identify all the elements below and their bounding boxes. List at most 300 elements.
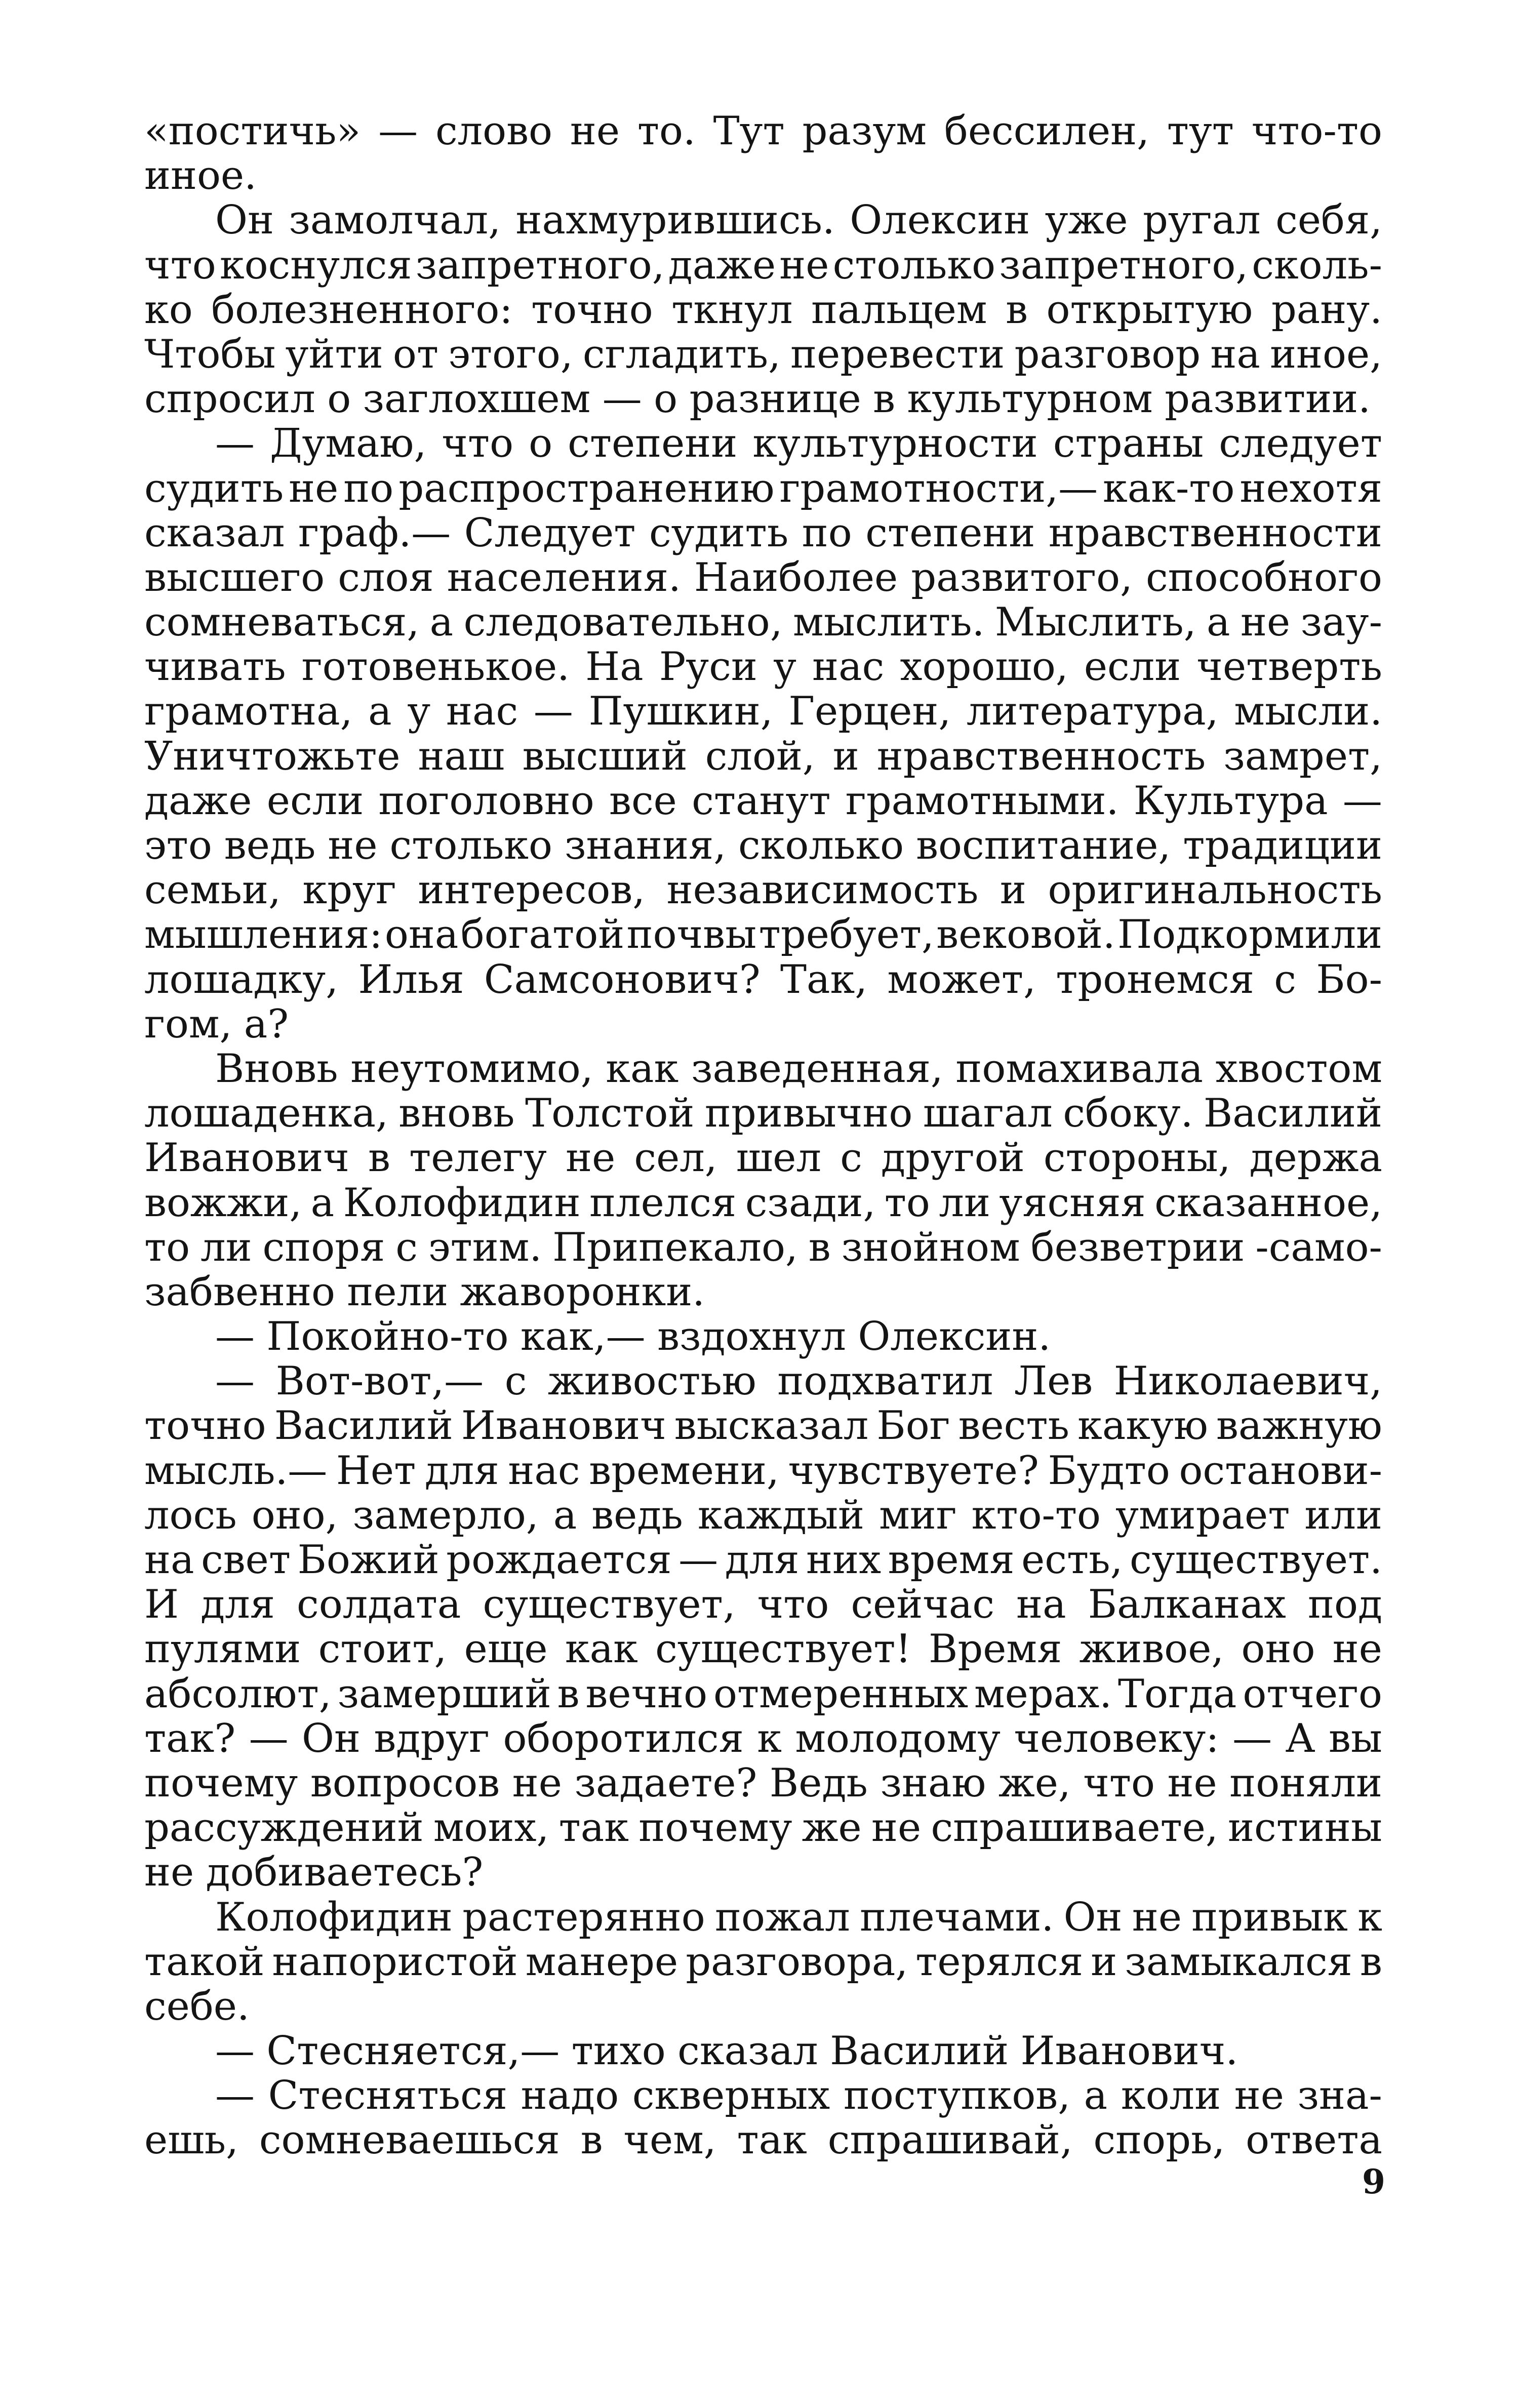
word: привык — [1191, 1894, 1348, 1940]
page-number: 9 — [1362, 2162, 1385, 2201]
word: а — [553, 1492, 577, 1538]
word: ответа — [1246, 2117, 1382, 2163]
word: не — [871, 1805, 922, 1851]
word: вопросов — [310, 1760, 500, 1806]
text-line — [144, 823, 1382, 868]
word: поняли — [1229, 1760, 1382, 1806]
word: развитого, — [911, 554, 1133, 600]
word: столько — [832, 242, 996, 288]
word: зна- — [1297, 2073, 1382, 2119]
word: замыкался — [1125, 1939, 1352, 1985]
word: мыслить. — [793, 599, 985, 646]
word: замерло, — [352, 1492, 539, 1538]
word: не — [328, 823, 378, 868]
word: хвостом — [1215, 1046, 1382, 1092]
word: как — [606, 1046, 679, 1092]
word: станут — [692, 778, 831, 824]
word: то — [144, 1224, 190, 1270]
word: помахивала — [955, 1046, 1203, 1092]
word: останови- — [1179, 1448, 1382, 1494]
word: Будто — [1048, 1448, 1170, 1494]
word: следует — [1219, 421, 1382, 467]
word: время — [888, 1537, 1015, 1583]
word: Бо- — [1316, 956, 1382, 1002]
text-line — [144, 1761, 1382, 1805]
word: Олексин — [850, 197, 1030, 244]
word: уйти — [285, 331, 383, 377]
word: нравственности — [1048, 510, 1382, 556]
word: это — [144, 823, 212, 868]
word: существует! — [655, 1626, 911, 1672]
word: Уничтожьте — [144, 733, 401, 779]
word: грамотными. — [845, 778, 1119, 824]
word: Припекало, — [552, 1224, 798, 1270]
word: что — [757, 1582, 829, 1628]
word: ли — [939, 1180, 990, 1226]
word: А — [1285, 1715, 1315, 1761]
text-line — [144, 288, 1382, 332]
word: отмеренных — [713, 1671, 969, 1717]
word: почему — [638, 1805, 792, 1851]
word: Иванович. — [1020, 2028, 1238, 2074]
word: Стесняется,— — [266, 2028, 560, 2074]
word: разнице — [689, 376, 861, 422]
word: о — [327, 376, 351, 422]
word: ткнул — [671, 287, 793, 333]
word: Следует — [464, 510, 636, 556]
word: нас — [446, 689, 518, 735]
text-line — [144, 466, 1382, 511]
word: населения. — [447, 554, 681, 600]
word: с — [1274, 956, 1296, 1002]
text-line — [144, 2118, 1382, 2162]
word: этим. — [428, 1224, 542, 1270]
word: нас — [812, 644, 885, 690]
word: — — [215, 2073, 255, 2119]
word: другой — [881, 1135, 1025, 1181]
word: перевести — [790, 331, 1005, 377]
text-line — [144, 1270, 1382, 1314]
word: хорошо, — [900, 644, 1068, 690]
word: Самсонович? — [484, 956, 761, 1002]
text-line — [144, 377, 1382, 421]
text-line — [144, 109, 1382, 153]
word: какую — [1077, 1403, 1208, 1449]
word: Он — [215, 197, 274, 244]
word: ведь — [591, 1492, 683, 1538]
word: она — [384, 912, 459, 958]
word: вечно — [585, 1671, 708, 1717]
word: запретного, — [415, 242, 665, 288]
text-line — [144, 868, 1382, 912]
word: нехотя — [1240, 465, 1382, 511]
word: что — [1083, 1760, 1155, 1806]
word: сомневаешься — [259, 2117, 560, 2163]
word: даже — [668, 242, 776, 288]
word: как,— — [520, 1314, 646, 1360]
text-line — [144, 1493, 1382, 1538]
word: плечами. — [860, 1894, 1054, 1940]
word: Стесняться — [268, 2073, 508, 2119]
word: точно — [531, 287, 653, 333]
text-line — [144, 912, 1382, 957]
word: для — [201, 1582, 275, 1628]
word: надо — [521, 2073, 619, 2119]
word: человеку: — [1014, 1715, 1219, 1761]
word: то — [884, 1180, 930, 1226]
word: а? — [244, 1001, 289, 1047]
word: если — [266, 778, 364, 824]
word: разум — [802, 108, 927, 154]
word: существует. — [1129, 1537, 1382, 1583]
word: каждый — [697, 1492, 865, 1538]
word: телегу — [409, 1135, 547, 1181]
text-line — [144, 1895, 1382, 1940]
word: оно, — [251, 1492, 338, 1538]
word: культурном — [907, 376, 1153, 422]
word: а — [429, 599, 454, 646]
word: Он — [1063, 1894, 1123, 1940]
text-line — [144, 421, 1382, 466]
word: же, — [998, 1760, 1071, 1806]
word: точно — [144, 1403, 266, 1449]
text-line — [144, 332, 1382, 377]
word: ругал — [1142, 197, 1261, 244]
word: привычно — [704, 1091, 913, 1137]
word: что — [144, 242, 216, 288]
word: пели — [347, 1269, 449, 1315]
word: как-то — [1103, 465, 1235, 511]
word: неутомимо, — [350, 1046, 593, 1092]
word: этого, — [448, 331, 573, 377]
word: на — [1210, 331, 1260, 377]
word: культурности — [752, 421, 1038, 467]
word: еще — [464, 1626, 548, 1672]
word: держа — [1249, 1135, 1382, 1181]
word: спрашивай, — [827, 2117, 1073, 2163]
word: не — [1332, 1626, 1382, 1672]
word: зау- — [1300, 599, 1382, 646]
word: болезненного: — [211, 287, 513, 333]
word: нравственность — [876, 733, 1206, 779]
word: шагал — [923, 1091, 1053, 1137]
word: не — [779, 242, 829, 288]
word: нахмурившись. — [515, 197, 835, 244]
word: сел, — [634, 1135, 717, 1181]
word: так — [558, 1805, 629, 1851]
word: Василий — [274, 1403, 453, 1449]
word: мышления: — [144, 912, 383, 958]
word: сомневаться, — [144, 599, 420, 646]
word: пальцем — [811, 287, 987, 333]
text-line — [144, 1672, 1382, 1716]
word: стороны, — [1043, 1135, 1231, 1181]
word: Балканах — [1088, 1582, 1286, 1628]
word: гом, — [144, 1001, 232, 1047]
text-line — [144, 243, 1382, 288]
word: сколь- — [1252, 242, 1382, 288]
word: по — [343, 465, 394, 511]
word: молодому — [795, 1715, 1001, 1761]
word: шел — [736, 1135, 822, 1181]
word: живое, — [1079, 1626, 1224, 1672]
word: четверть — [1196, 644, 1382, 690]
word: миг — [879, 1492, 957, 1538]
word: вздохнул — [657, 1314, 846, 1360]
word: -само- — [1255, 1224, 1382, 1270]
word: солдата — [297, 1582, 461, 1628]
word: страны — [1053, 421, 1204, 467]
text-line — [144, 2073, 1382, 2118]
word: Покойно-то — [266, 1314, 509, 1360]
word: себе. — [144, 1983, 250, 2029]
word: у — [773, 644, 796, 690]
word: важную — [1216, 1403, 1382, 1449]
word: заведенная, — [691, 1046, 943, 1092]
text-line — [144, 1850, 1382, 1895]
word: знания, — [565, 823, 727, 868]
word: требует, — [758, 912, 934, 958]
word: иное. — [144, 153, 257, 199]
word: Василий — [830, 2028, 1009, 2074]
word: вековой. — [936, 912, 1115, 958]
word: Думаю, — [270, 421, 427, 467]
word: в — [580, 2117, 603, 2163]
word: сбоку. — [1063, 1091, 1193, 1137]
word: с — [840, 1135, 862, 1181]
word: весть — [958, 1403, 1069, 1449]
word: «постичь» — [144, 108, 361, 154]
word: открытую — [1046, 287, 1253, 333]
word: замрет, — [1223, 733, 1382, 779]
word: граф.— — [298, 510, 451, 556]
word: не — [1132, 1894, 1182, 1940]
word: Время — [929, 1626, 1062, 1672]
word: рану. — [1271, 287, 1382, 333]
word: а — [310, 1180, 335, 1226]
word: живостью — [547, 1358, 756, 1404]
word: Пушкин, — [588, 689, 773, 735]
word: замолчал, — [289, 197, 501, 244]
word: высший — [522, 733, 688, 779]
word: отчего — [1243, 1671, 1382, 1717]
word: высшего — [144, 554, 325, 600]
word: иное, — [1270, 331, 1382, 377]
word: вновь — [398, 1091, 515, 1137]
word: Наиболее — [694, 554, 898, 600]
word: на — [144, 1537, 194, 1583]
word: а — [1084, 2073, 1108, 2119]
word: умирает — [1115, 1492, 1290, 1538]
word: Так, — [780, 956, 868, 1002]
word: — — [215, 2028, 255, 2074]
word: манере — [525, 1939, 678, 1985]
word: богатой — [460, 912, 625, 958]
word: не — [144, 1850, 194, 1896]
word: ко — [144, 287, 193, 333]
text-line — [144, 689, 1382, 734]
word: задаете? — [574, 1760, 757, 1806]
text-line — [144, 1805, 1382, 1850]
word: о — [529, 421, 553, 467]
word: не — [1240, 599, 1291, 646]
text-line — [144, 1403, 1382, 1448]
word: Культура — [1133, 778, 1328, 824]
word: не — [566, 1135, 616, 1181]
word: сказанное, — [1154, 1180, 1382, 1226]
word: степени — [865, 510, 1035, 556]
word: сзади, — [745, 1180, 876, 1226]
word: а — [1206, 599, 1230, 646]
word: Божий — [297, 1537, 439, 1583]
word: поступков, — [843, 2073, 1071, 2119]
word: коснулся — [219, 242, 412, 288]
text-line — [144, 600, 1382, 645]
word: них — [806, 1537, 882, 1583]
word: — — [215, 421, 255, 467]
word: к — [757, 1715, 782, 1761]
word: сейчас — [851, 1582, 995, 1628]
body-text — [144, 109, 1382, 2163]
word: Руси — [659, 644, 757, 690]
word: уясняя — [999, 1180, 1146, 1226]
word: добиваетесь? — [206, 1850, 484, 1896]
word: наш — [418, 733, 505, 779]
word: Нет — [336, 1448, 416, 1494]
word: времени, — [589, 1448, 779, 1494]
word: в — [1360, 1939, 1382, 1985]
word: бессилен, — [944, 108, 1149, 154]
text-line — [144, 1314, 1382, 1359]
word: Николаевич, — [1113, 1358, 1382, 1404]
text-line — [144, 1627, 1382, 1671]
word: почвы — [626, 912, 757, 958]
text-line — [144, 1136, 1382, 1180]
word: способного — [1145, 554, 1382, 600]
text-line — [144, 1225, 1382, 1270]
word: коли — [1121, 2073, 1221, 2119]
word: оборотился — [503, 1715, 744, 1761]
word: на — [1016, 1582, 1066, 1628]
word: высказал — [674, 1403, 869, 1449]
word: степени — [568, 421, 738, 467]
word: — — [1342, 778, 1382, 824]
text-line — [144, 555, 1382, 600]
word: такой — [144, 1939, 265, 1985]
word: свет — [201, 1537, 291, 1583]
word: о — [654, 376, 678, 422]
word: спросил — [144, 376, 315, 422]
word: Мыслить, — [994, 599, 1196, 646]
word: лось — [144, 1492, 237, 1538]
text-line — [144, 2029, 1382, 2073]
word: семьи, — [144, 867, 281, 913]
word: и — [832, 733, 859, 779]
word: все — [609, 778, 677, 824]
word: разговор — [1014, 331, 1201, 377]
word: существует, — [483, 1582, 736, 1628]
word: Герцен, — [788, 689, 951, 735]
word: или — [1304, 1492, 1382, 1538]
word: — — [215, 1358, 255, 1404]
word: в — [557, 1671, 580, 1717]
word: распространению — [398, 465, 775, 511]
word: лошадку, — [144, 956, 338, 1002]
word: — — [678, 1537, 718, 1583]
word: судить — [649, 510, 789, 556]
word: круг — [302, 867, 396, 913]
word: Чтобы — [144, 331, 276, 377]
word: что-то — [1251, 108, 1382, 154]
word: ешь, — [144, 2117, 238, 2163]
word: себя, — [1275, 197, 1382, 244]
word: Бог — [876, 1403, 950, 1449]
word: терялся — [915, 1939, 1084, 1985]
text-line — [144, 153, 1382, 198]
word: и — [1091, 1939, 1117, 1985]
word: тронемся — [1056, 956, 1254, 1002]
word: скверных — [632, 2073, 830, 2119]
word: оно — [1241, 1626, 1315, 1672]
word: готовенькое. — [301, 644, 570, 690]
text-line — [144, 1047, 1382, 1091]
word: мысли. — [1234, 689, 1382, 735]
word: пулями — [144, 1626, 301, 1672]
word: вы — [1329, 1715, 1382, 1761]
word: если — [1084, 644, 1181, 690]
word: моих, — [433, 1805, 549, 1851]
word: независимость — [666, 867, 979, 913]
text-line — [144, 1538, 1382, 1582]
text-line — [144, 198, 1382, 243]
word: сказал — [677, 2028, 818, 2074]
word: грамотности,— — [779, 465, 1098, 511]
text-line — [144, 1940, 1382, 1984]
word: следовательно, — [463, 599, 783, 646]
word: — — [249, 1715, 289, 1761]
word: знаю — [880, 1760, 986, 1806]
word: с — [504, 1358, 527, 1404]
word: и — [1000, 867, 1026, 913]
word: литература, — [966, 689, 1219, 735]
word: пожал — [715, 1894, 850, 1940]
word: не — [570, 108, 620, 154]
word: нас — [508, 1448, 580, 1494]
word: И — [144, 1582, 179, 1628]
word: рождается — [446, 1537, 672, 1583]
word: слово — [435, 108, 553, 154]
text-line — [144, 1984, 1382, 2029]
word: воспитание, — [916, 823, 1171, 868]
word: даже — [144, 778, 252, 824]
word: в — [368, 1135, 390, 1181]
word: судить — [144, 465, 284, 511]
word: же — [802, 1805, 862, 1851]
text-line — [144, 1716, 1382, 1761]
word: заглохшем — [363, 376, 591, 422]
word: Колофидин — [343, 1180, 581, 1226]
word: истины — [1228, 1805, 1382, 1851]
word: абсолют, — [144, 1671, 332, 1717]
text-line — [144, 1449, 1382, 1493]
word: Илья — [358, 956, 464, 1002]
word: — — [533, 689, 573, 735]
word: по — [802, 510, 852, 556]
word: чувствуете? — [788, 1448, 1039, 1494]
word: сколько — [738, 823, 904, 868]
word: безветрии — [1030, 1224, 1245, 1270]
word: Подкормили — [1117, 912, 1382, 958]
